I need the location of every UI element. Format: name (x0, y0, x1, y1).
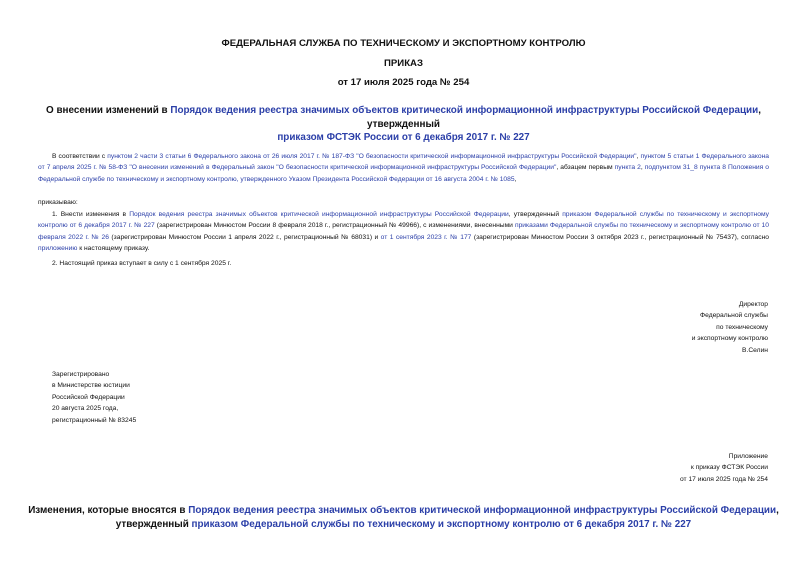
preamble-text: , (636, 153, 641, 160)
link-order-227[interactable]: приказом Федеральной службы по техническому и экспортному контролю от 6 декабря 2017 г. № 227 (38, 211, 769, 230)
link-order-26[interactable]: приказами Федеральной службы по техническому и экспортному контролю от 10 февраля 2022 г. № 26 (38, 222, 770, 241)
appendix-heading-text: утвержденный (115, 518, 192, 530)
heading-link-procedure[interactable]: Порядок ведения реестра значимых объектов критической информационной инфраструктуры Российской Федерации (170, 105, 759, 116)
appendix-heading-text: Изменения, которые вносятся в (28, 505, 189, 516)
link-law-187fz[interactable]: пунктом 2 части 3 статьи 6 Федерального закона от 26 июля 2017 г. № 187-ФЗ "О безопасности критической информационной инфраструктуры Российской Федерации" (107, 153, 637, 160)
document-heading (30, 104, 777, 145)
preamble-text: , (640, 164, 645, 172)
registration-line: 20 августа 2025 года, (52, 405, 119, 413)
appendix-line: от 17 июля 2025 года № 254 (679, 475, 768, 483)
item-1-paragraph (38, 209, 769, 255)
signature-line: Директор (738, 301, 768, 308)
item-1-text: (зарегистрирован Минюстом России 3 октября 2023 г., регистрационный № 75437), согласно (471, 233, 769, 241)
agency-title: ФЕДЕРАЛЬНАЯ СЛУЖБА ПО ТЕХНИЧЕСКОМУ И ЭКСПОРТНОМУ КОНТРОЛЮ (221, 38, 586, 49)
registration-block (52, 369, 252, 426)
signature-line: Федеральной службы (700, 312, 768, 320)
appendix-line: Приложение (728, 453, 768, 460)
signature-line: и экспортному контролю (691, 335, 768, 343)
doc-type: ПРИКАЗ (384, 58, 423, 69)
signature-line: В.Селин (742, 346, 768, 354)
link-decree-1085[interactable]: подпунктом 31_8 пункта 8 Положения о Федеральной службе по техническому и экспортному контролю, утвержденного Указом Президента Российской Федерации от 16 августа 2004 г. № 1085 (38, 164, 770, 183)
registration-line: регистрационный № 83245 (52, 416, 137, 424)
signature-line: по техническому (716, 323, 768, 331)
appendix-heading-link-procedure[interactable]: Порядок ведения реестра значимых объектов критической информационной инфраструктуры Российской Федерации (188, 505, 777, 516)
appendix-heading-link-order-227[interactable]: приказом Федеральной службы по техническому и экспортному контролю от 6 декабря 2017 г. № 227 (191, 518, 692, 530)
link-order-177[interactable]: от 1 сентября 2023 г. № 177 (380, 233, 472, 241)
item-2-paragraph: 2. Настоящий приказ вступает в силу с 1 сентября 2025 г. (52, 260, 232, 267)
registration-line: Зарегистрировано (52, 371, 110, 378)
link-item-2[interactable]: пункта 2 (614, 164, 641, 172)
item-1-text: (зарегистрирован Минюстом России 1 апреля 2022 г., регистрационный № 68031) и (109, 233, 381, 241)
preamble-text: В соответствии с (52, 153, 108, 160)
order-word: приказываю: (38, 199, 78, 206)
link-appendix[interactable]: приложению (38, 245, 78, 253)
registration-line: в Министерстве юстиции (52, 382, 130, 390)
appendix-block (548, 451, 768, 485)
appendix-heading-text: , (776, 505, 779, 516)
item-1-text: (зарегистрирован Минюстом России 8 февраля 2018 г., регистрационный № 49966), с изменениями, внесенными (154, 222, 515, 230)
registration-line: Российской Федерации (52, 393, 125, 401)
doc-date-number: от 17 июля 2025 года № 254 (337, 77, 470, 88)
item-1-text: 1. Внести изменения в (52, 211, 130, 218)
item-1-text: , утвержденный (508, 211, 563, 218)
appendix-heading (20, 504, 787, 531)
link-law-58fz[interactable]: пунктом 5 статьи 1 Федерального закона от 7 апреля 2025 г. № 58-ФЗ "О внесении изменений в Федеральный закон "О безопасности критической информационной инфраструктуры Российской Федерации" (38, 153, 769, 172)
preamble-paragraph (38, 151, 769, 185)
preamble-text: , (514, 175, 517, 183)
heading-text-mid: , утвержденный (367, 105, 761, 130)
appendix-line: к приказу ФСТЭК России (690, 464, 768, 472)
signature-block (568, 299, 768, 356)
preamble-text: , абзацем первым (556, 164, 615, 172)
heading-text: О внесении изменений в (46, 105, 171, 116)
link-procedure[interactable]: Порядок ведения реестра значимых объектов критической информационной инфраструктуры Российской Федерации (129, 211, 509, 218)
item-1-text: к настоящему приказу. (77, 245, 150, 253)
heading-link-order-227[interactable]: приказом ФСТЭК России от 6 декабря 2017 г. № 227 (277, 132, 530, 143)
